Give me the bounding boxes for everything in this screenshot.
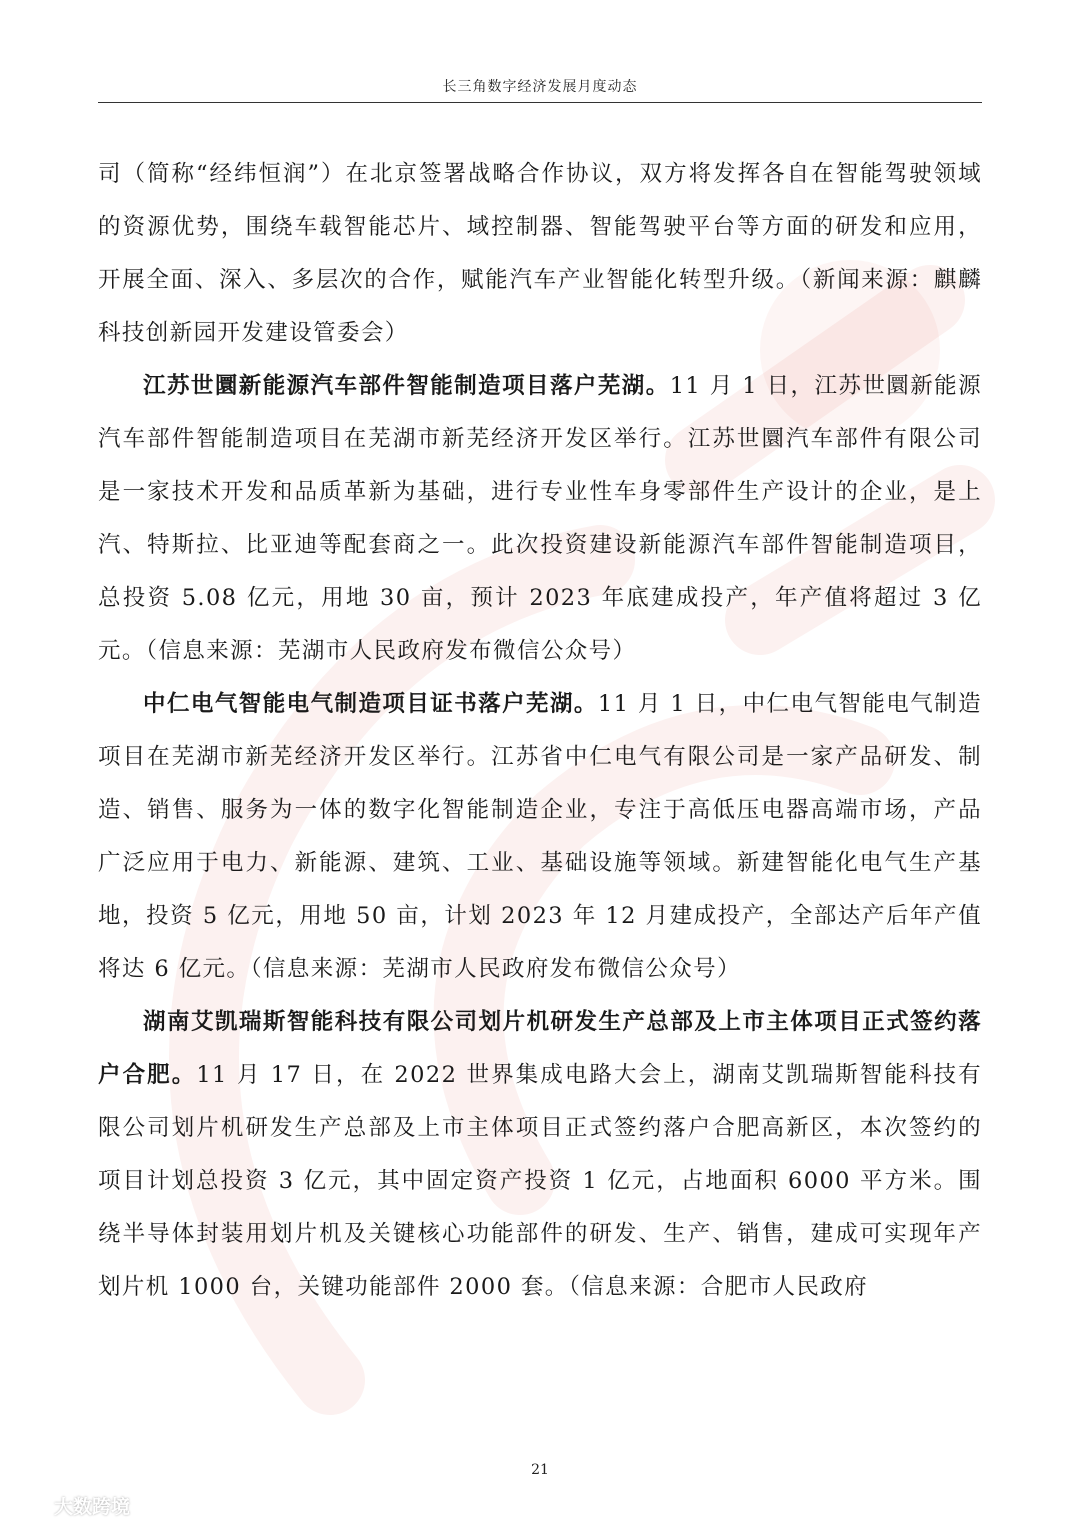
dashuju-logo-icon — [10, 1493, 50, 1517]
paragraph-4 — [98, 996, 982, 1314]
paragraph-4-text: 11 月 17 日，在 2022 世界集成电路大会上，湖南艾凯瑞斯智能科技有限公司划片机研发生产总部及上市主体项目正式签约落户合肥高新区，本次签约的项目计划总投资 3 亿元，其中固定资产投资 1 亿元，占地面积 6000 平方米。围绕半导体封装用划片机及关键核心功能部件的研发、生产、销售，建成可实现年产划片机 1000 台，关键功能部件 2000 套。（信息来源：合肥市人民政府 — [98, 1062, 983, 1300]
brand-name: 大数跨境 — [54, 1495, 131, 1518]
paragraph-2-text: 11 月 1 日，江苏世圜新能源汽车部件智能制造项目在芜湖市新芜经济开发区举行。江苏世圜汽车部件有限公司是一家技术开发和品质革新为基础，进行专业性车身零部件生产设计的企业，是上汽、特斯拉、比亚迪等配套商之一。此次投资建设新能源汽车部件智能制造项目，总投资 5.08 亿元，用地 30 亩，预计 2023 年底建成投产，年产值将超过 3 亿元。（信息来源：芜湖市人民政府发布微信公众号） — [98, 373, 982, 664]
paragraph-1-text: 司（简称“经纬恒润”）在北京签署战略合作协议，双方将发挥各自在智能驾驶领域的资源优势，围绕车载智能芯片、域控制器、智能驾驶平台等方面的研发和应用，开展全面、深入、多层次的合作，赋能汽车产业智能化转型升级。（新闻来源：麒麟科技创新园开发建设管委会） — [98, 161, 982, 346]
document-body — [98, 148, 982, 1314]
paragraph-4-heading: 湖南艾凯瑞斯智能科技有限公司划片机研发生产总部及上市主体项目正式签约落户合肥。 — [98, 1009, 982, 1088]
brand-watermark — [10, 1492, 130, 1518]
page-header: 长三角数字经济发展月度动态 — [98, 72, 982, 103]
paragraph-1 — [98, 148, 982, 360]
paragraph-2 — [98, 360, 982, 678]
paragraph-3-text: 11 月 1 日，中仁电气智能电气制造项目在芜湖市新芜经济开发区举行。江苏省中仁电气有限公司是一家产品研发、制造、销售、服务为一体的数字化智能制造企业，专注于高低压电器高端市场，产品广泛应用于电力、新能源、建筑、工业、基础设施等领域。新建智能化电气生产基地，投资 5 亿元，用地 50 亩，计划 2023 年 12 月建成投产，全部达产后年产值将达 6 亿元。（信息来源：芜湖市人民政府发布微信公众号） — [98, 691, 982, 982]
paragraph-2-heading: 江苏世圜新能源汽车部件智能制造项目落户芜湖。 — [143, 373, 670, 399]
paragraph-3 — [98, 678, 982, 996]
paragraph-3-heading: 中仁电气智能电气制造项目证书落户芜湖。 — [143, 691, 598, 717]
page-number: 21 — [531, 1462, 549, 1478]
